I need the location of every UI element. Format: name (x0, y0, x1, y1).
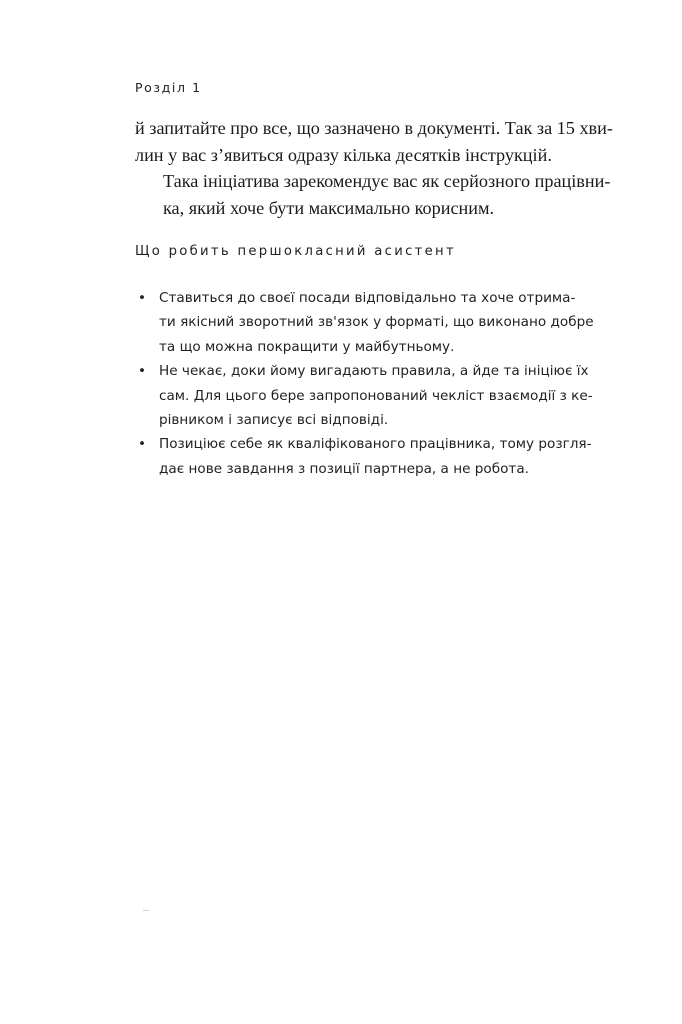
text-line: ти якісний зворотний зв'язок у форматі, що виконано добре (159, 314, 594, 331)
body-text (135, 115, 613, 221)
text-line: дає нове завдання з позиції партнера, а не робота. (159, 460, 529, 477)
text-line: Ставиться до своєї посади відповідально та хоче отрима- (159, 290, 576, 306)
bullet-icon: • (138, 436, 147, 453)
list-item (135, 286, 615, 359)
text-line: та що можна покращити у майбутньому. (159, 338, 455, 355)
running-head: Розділ 1 (135, 80, 202, 95)
text-line: Не чекає, доки йому вигадають правила, а йде та ініціює їх (159, 363, 589, 380)
section-subheading: Що робить першокласний асистент (135, 244, 456, 259)
text-line: рівником і записує всі відповіді. (159, 412, 389, 429)
paragraph-2 (135, 168, 611, 221)
list-item (135, 432, 615, 481)
text-line: сам. Для цього бере запропонований чекліст взаємодії з ке- (159, 387, 593, 404)
paragraph-1 (135, 115, 613, 168)
text-line: лин у вас з’явиться одразу кілька десятків інструкцій. (135, 144, 552, 165)
text-line: Така ініціатива зарекомендує вас як серйозного працівни- (163, 171, 611, 191)
text-line: й запитайте про все, що зазначено в документі. Так за 15 хви- (135, 118, 613, 138)
list-item (135, 359, 615, 432)
page-mark (143, 910, 149, 911)
bullet-icon: • (138, 290, 147, 306)
text-line: Позиціює себе як кваліфікованого працівника, тому розгля- (159, 436, 592, 453)
bullet-list (135, 286, 615, 481)
bullet-icon: • (138, 363, 147, 380)
text-line: ка, який хоче бути максимально корисним. (163, 197, 495, 218)
